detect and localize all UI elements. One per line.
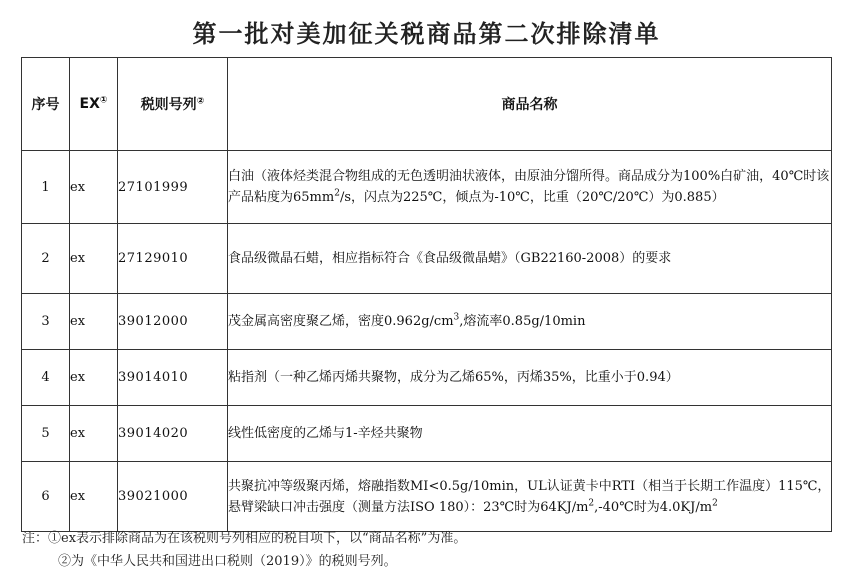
header-product-name	[228, 58, 832, 151]
cell-serial-no: 4	[22, 350, 70, 406]
document-title: 第一批对美加征关税商品第二次排除清单	[192, 20, 661, 48]
product-name-text: 粘指剂（一种乙烯丙烯共聚物，成分为乙烯65%，丙烯35%，比重小于0.94）	[228, 370, 679, 385]
table-row	[22, 151, 832, 224]
cell-ex: ex	[70, 224, 118, 294]
header-serial-no-label: 序号	[31, 97, 60, 113]
product-name-text: 共聚抗冲等级聚丙烯，熔融指数MI<0.5g/10min，UL认证黄卡中RTI（相当于长期工作温度）115℃，悬臂梁缺口冲击强度（测量方法ISO 180）：23℃时为64KJ/m	[228, 478, 831, 515]
product-name-text: ,熔流率0.85g/10min	[459, 314, 586, 329]
cell-ex: ex	[70, 151, 118, 224]
superscript-exponent: 2	[712, 498, 718, 509]
table-row	[22, 462, 832, 532]
cell-tariff-code: 39021000	[118, 462, 228, 532]
header-tariff-code	[118, 58, 228, 151]
cell-product-name	[228, 151, 832, 224]
superscript-exponent: 2	[334, 188, 340, 199]
table-row	[22, 406, 832, 462]
superscript-exponent: 3	[453, 312, 460, 323]
cell-ex: ex	[70, 294, 118, 350]
cell-tariff-code: 39012000	[118, 294, 228, 350]
cell-tariff-code: 27101999	[118, 151, 228, 224]
cell-ex: ex	[70, 406, 118, 462]
exclusion-table	[21, 57, 832, 532]
cell-tariff-code: 39014020	[118, 406, 228, 462]
cell-product-name	[228, 294, 832, 350]
cell-product-name	[228, 350, 832, 406]
header-code-footnote-mark: ②	[196, 96, 205, 107]
cell-product-name	[228, 462, 832, 532]
product-name-text: 白油（液体烃类混合物组成的无色透明油状液体，由原油分馏所得。商品成分为100%白矿油，40℃时该产品粘度为65mm	[228, 169, 830, 205]
product-name-text: 线性低密度的乙烯与1-辛烃共聚物	[228, 426, 423, 441]
header-tariff-code-label: 税则号列	[140, 97, 197, 113]
cell-serial-no: 2	[22, 224, 70, 294]
product-name-text: /s，闪点为225℃，倾点为-10℃，比重（20℃/20℃）为0.885）	[339, 190, 725, 205]
product-name-text: 食品级微晶石蜡，相应指标符合《食品级微晶蜡》（GB22160-2008）的要求	[228, 251, 672, 266]
header-product-name-label: 商品名称	[501, 97, 558, 113]
header-ex-label: EX	[79, 96, 100, 112]
table-row	[22, 224, 832, 294]
table-row	[22, 294, 832, 350]
product-name-text: 茂金属高密度聚乙烯，密度0.962g/cm	[228, 314, 454, 329]
header-serial-no	[22, 58, 70, 151]
cell-ex: ex	[70, 462, 118, 532]
cell-product-name	[228, 224, 832, 294]
cell-serial-no: 1	[22, 151, 70, 224]
table-header-row	[22, 58, 832, 151]
product-name-text: ,-40℃时为4.0KJ/m	[594, 499, 713, 515]
cell-serial-no: 6	[22, 462, 70, 532]
footnote-2: ②为《中华人民共和国进出口税则（2019）》的税则号列。	[58, 554, 397, 569]
footnote-1: 注：①ex表示排除商品为在该税则号列相应的税目项下，以“商品名称”为准。	[22, 531, 467, 546]
cell-serial-no: 3	[22, 294, 70, 350]
cell-tariff-code: 27129010	[118, 224, 228, 294]
table-row	[22, 350, 832, 406]
cell-ex: ex	[70, 350, 118, 406]
header-ex-footnote-mark: ①	[99, 95, 108, 106]
header-ex	[70, 58, 118, 151]
cell-product-name	[228, 406, 832, 462]
cell-tariff-code: 39014010	[118, 350, 228, 406]
superscript-exponent: 2	[588, 498, 595, 509]
cell-serial-no: 5	[22, 406, 70, 462]
